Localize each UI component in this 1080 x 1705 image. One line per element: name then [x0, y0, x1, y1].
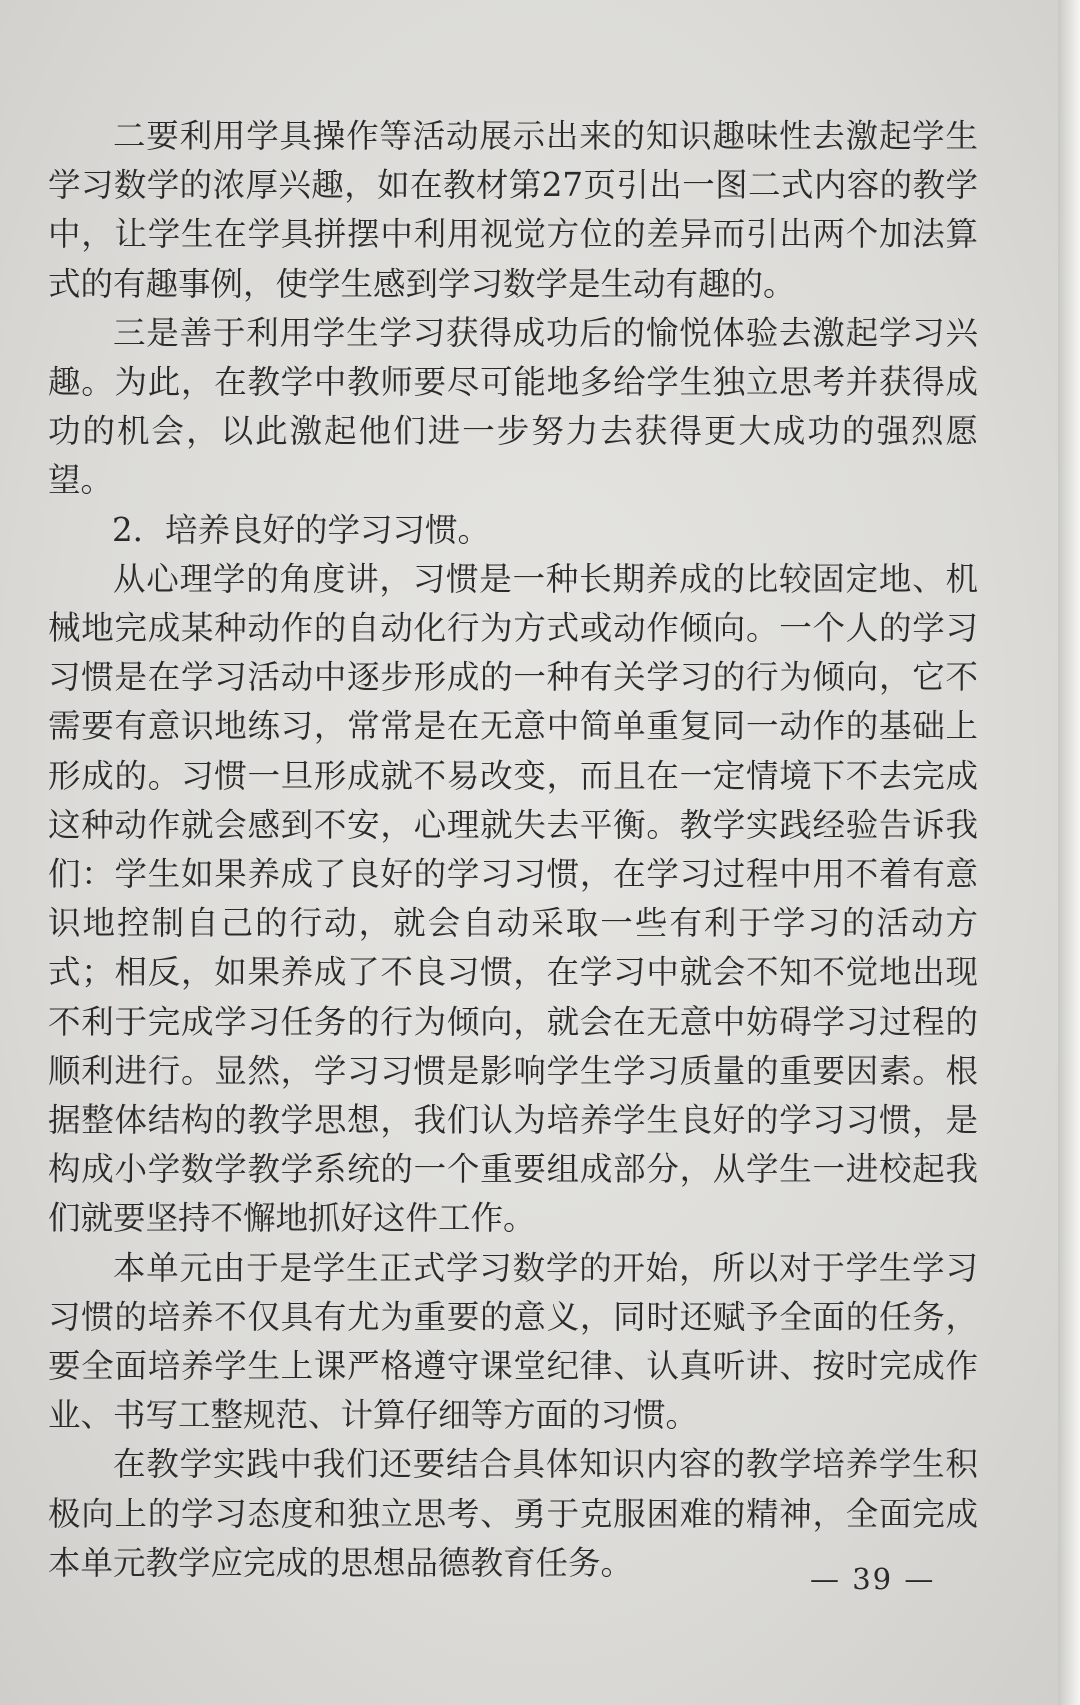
paragraph-3: 从心理学的角度讲，习惯是一种长期养成的比较固定地、机械地完成某种动作的自动化行为方式或动作倾向。一个人的学习习惯是在学习活动中逐步形成的一种有关学习的行为倾向，它不需要有意识地练习，常常是在无意中简单重复同一动作的基础上形成的。习惯一旦形成就不易改变，而且在一定情境下不去完成这种动作就会感到不安，心理就失去平衡。教学实践经验告诉我们：学生如果养成了良好的学习习惯，在学习过程中用不着有意识地控制自己的行动，就会自动采取一些有利于学习的活动方式；相反，如果养成了不良习惯，在学习中就会不知不觉地出现不利于完成学习任务的行为倾向，就会在无意中妨碍学习过程的顺利进行。显然，学习习惯是影响学生学习质量的重要因素。根据整体结构的教学思想，我们认为培养学生良好的学习习惯，是构成小学数学教学系统的一个重要组成部分，从学生一进校起我们就要坚持不懈地抓好这件工作。: [48, 559, 978, 1238]
page-number: — 39 —: [810, 1562, 936, 1596]
section-number: 2.: [112, 510, 144, 549]
section-heading: [48, 506, 978, 555]
section-title: 培养良好的学习习惯。: [165, 510, 491, 549]
paragraph-5: 在教学实践中我们还要结合具体知识内容的教学培养学生积极向上的学习态度和独立思考、勇于克服困难的精神，全面完成本单元教学应完成的思想品德教育任务。: [48, 1445, 978, 1582]
paragraph-4: 本单元由于是学生正式学习数学的开始，所以对于学生学习习惯的培养不仅具有尤为重要的意义，同时还赋予全面的任务，要全面培养学生上课严格遵守课堂纪律、认真听讲、按时完成作业、书写工整规范、计算仔细等方面的习惯。: [48, 1248, 978, 1435]
paragraph-2: 三是善于利用学生学习获得成功后的愉悦体验去激起学习兴趣。为此，在教学中教师要尽可能地多给学生独立思考并获得成功的机会，以此激起他们进一步努力去获得更大成功的强烈愿望。: [48, 313, 978, 500]
page-edge: [1058, 0, 1080, 1705]
paragraph-1: 二要利用学具操作等活动展示出来的知识趣味性去激起学生学习数学的浓厚兴趣，如在教材第27页引出一图二式内容的教学中，让学生在学具拼摆中利用视觉方位的差异而引出两个加法算式的有趣事例，使学生感到学习数学是生动有趣的。: [48, 117, 978, 303]
body-text: [48, 112, 978, 1588]
